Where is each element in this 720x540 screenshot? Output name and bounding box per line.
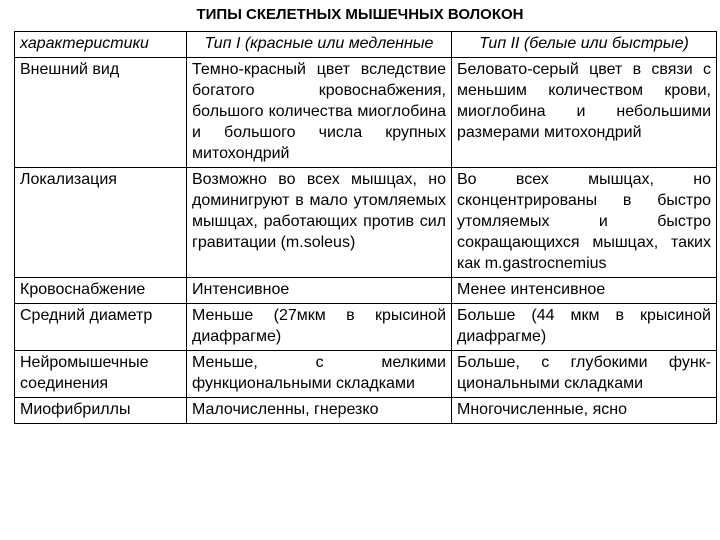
- type-1-cell: Темно-красный цвет вследствие богатого кровоснабжения, большого количества миоглобина и большого числа крупных митохондрий: [187, 58, 452, 168]
- row-label: Внешний вид: [15, 58, 187, 168]
- type-1-cell: Интенсивное: [187, 278, 452, 304]
- header-characteristics: характеристики: [15, 32, 187, 58]
- header-row: [15, 32, 717, 58]
- row-label: Локализация: [15, 168, 187, 278]
- type-2-cell: Больше, с глубокими функ-циональными складками: [452, 351, 717, 398]
- table-row: [15, 58, 717, 168]
- type-2-cell: Многочисленные, ясно: [452, 398, 717, 424]
- type-2-cell: Беловато-серый цвет в связи с меньшим количеством крови, миоглобина и небольшими размерами митохондрий: [452, 58, 717, 168]
- table-row: [15, 398, 717, 424]
- row-label: Нейромышечные соединения: [15, 351, 187, 398]
- row-label: Миофибриллы: [15, 398, 187, 424]
- row-label: Средний диаметр: [15, 304, 187, 351]
- row-label: Кровоснабжение: [15, 278, 187, 304]
- page-title: ТИПЫ СКЕЛЕТНЫХ МЫШЕЧНЫХ ВОЛОКОН: [196, 6, 524, 23]
- type-2-cell: Менее интенсивное: [452, 278, 717, 304]
- table-row: [15, 351, 717, 398]
- table-row: [15, 304, 717, 351]
- table-row: [15, 168, 717, 278]
- type-1-cell: Возможно во всех мышцах, но доминигруют в мало утомляемых мышцах, работающих против сил гравитации (m.soleus): [187, 168, 452, 278]
- header-type-2: Тип II (белые или быстрые): [452, 32, 717, 58]
- type-1-cell: Меньше (27мкм в крысиной диафрагме): [187, 304, 452, 351]
- fiber-types-table: [14, 31, 717, 424]
- header-type-1: Тип I (красные или медленные: [187, 32, 452, 58]
- type-1-cell: Малочисленны, гнерезко: [187, 398, 452, 424]
- table-row: [15, 278, 717, 304]
- type-2-cell: Во всех мышцах, но сконцентрированы в быстро утомляемых и быстро сокращающихся мышцах, таких как m.gastrocnemius: [452, 168, 717, 278]
- type-2-cell: Больше (44 мкм в крысиной диафрагме): [452, 304, 717, 351]
- type-1-cell: Меньше, с мелкими функциональными складками: [187, 351, 452, 398]
